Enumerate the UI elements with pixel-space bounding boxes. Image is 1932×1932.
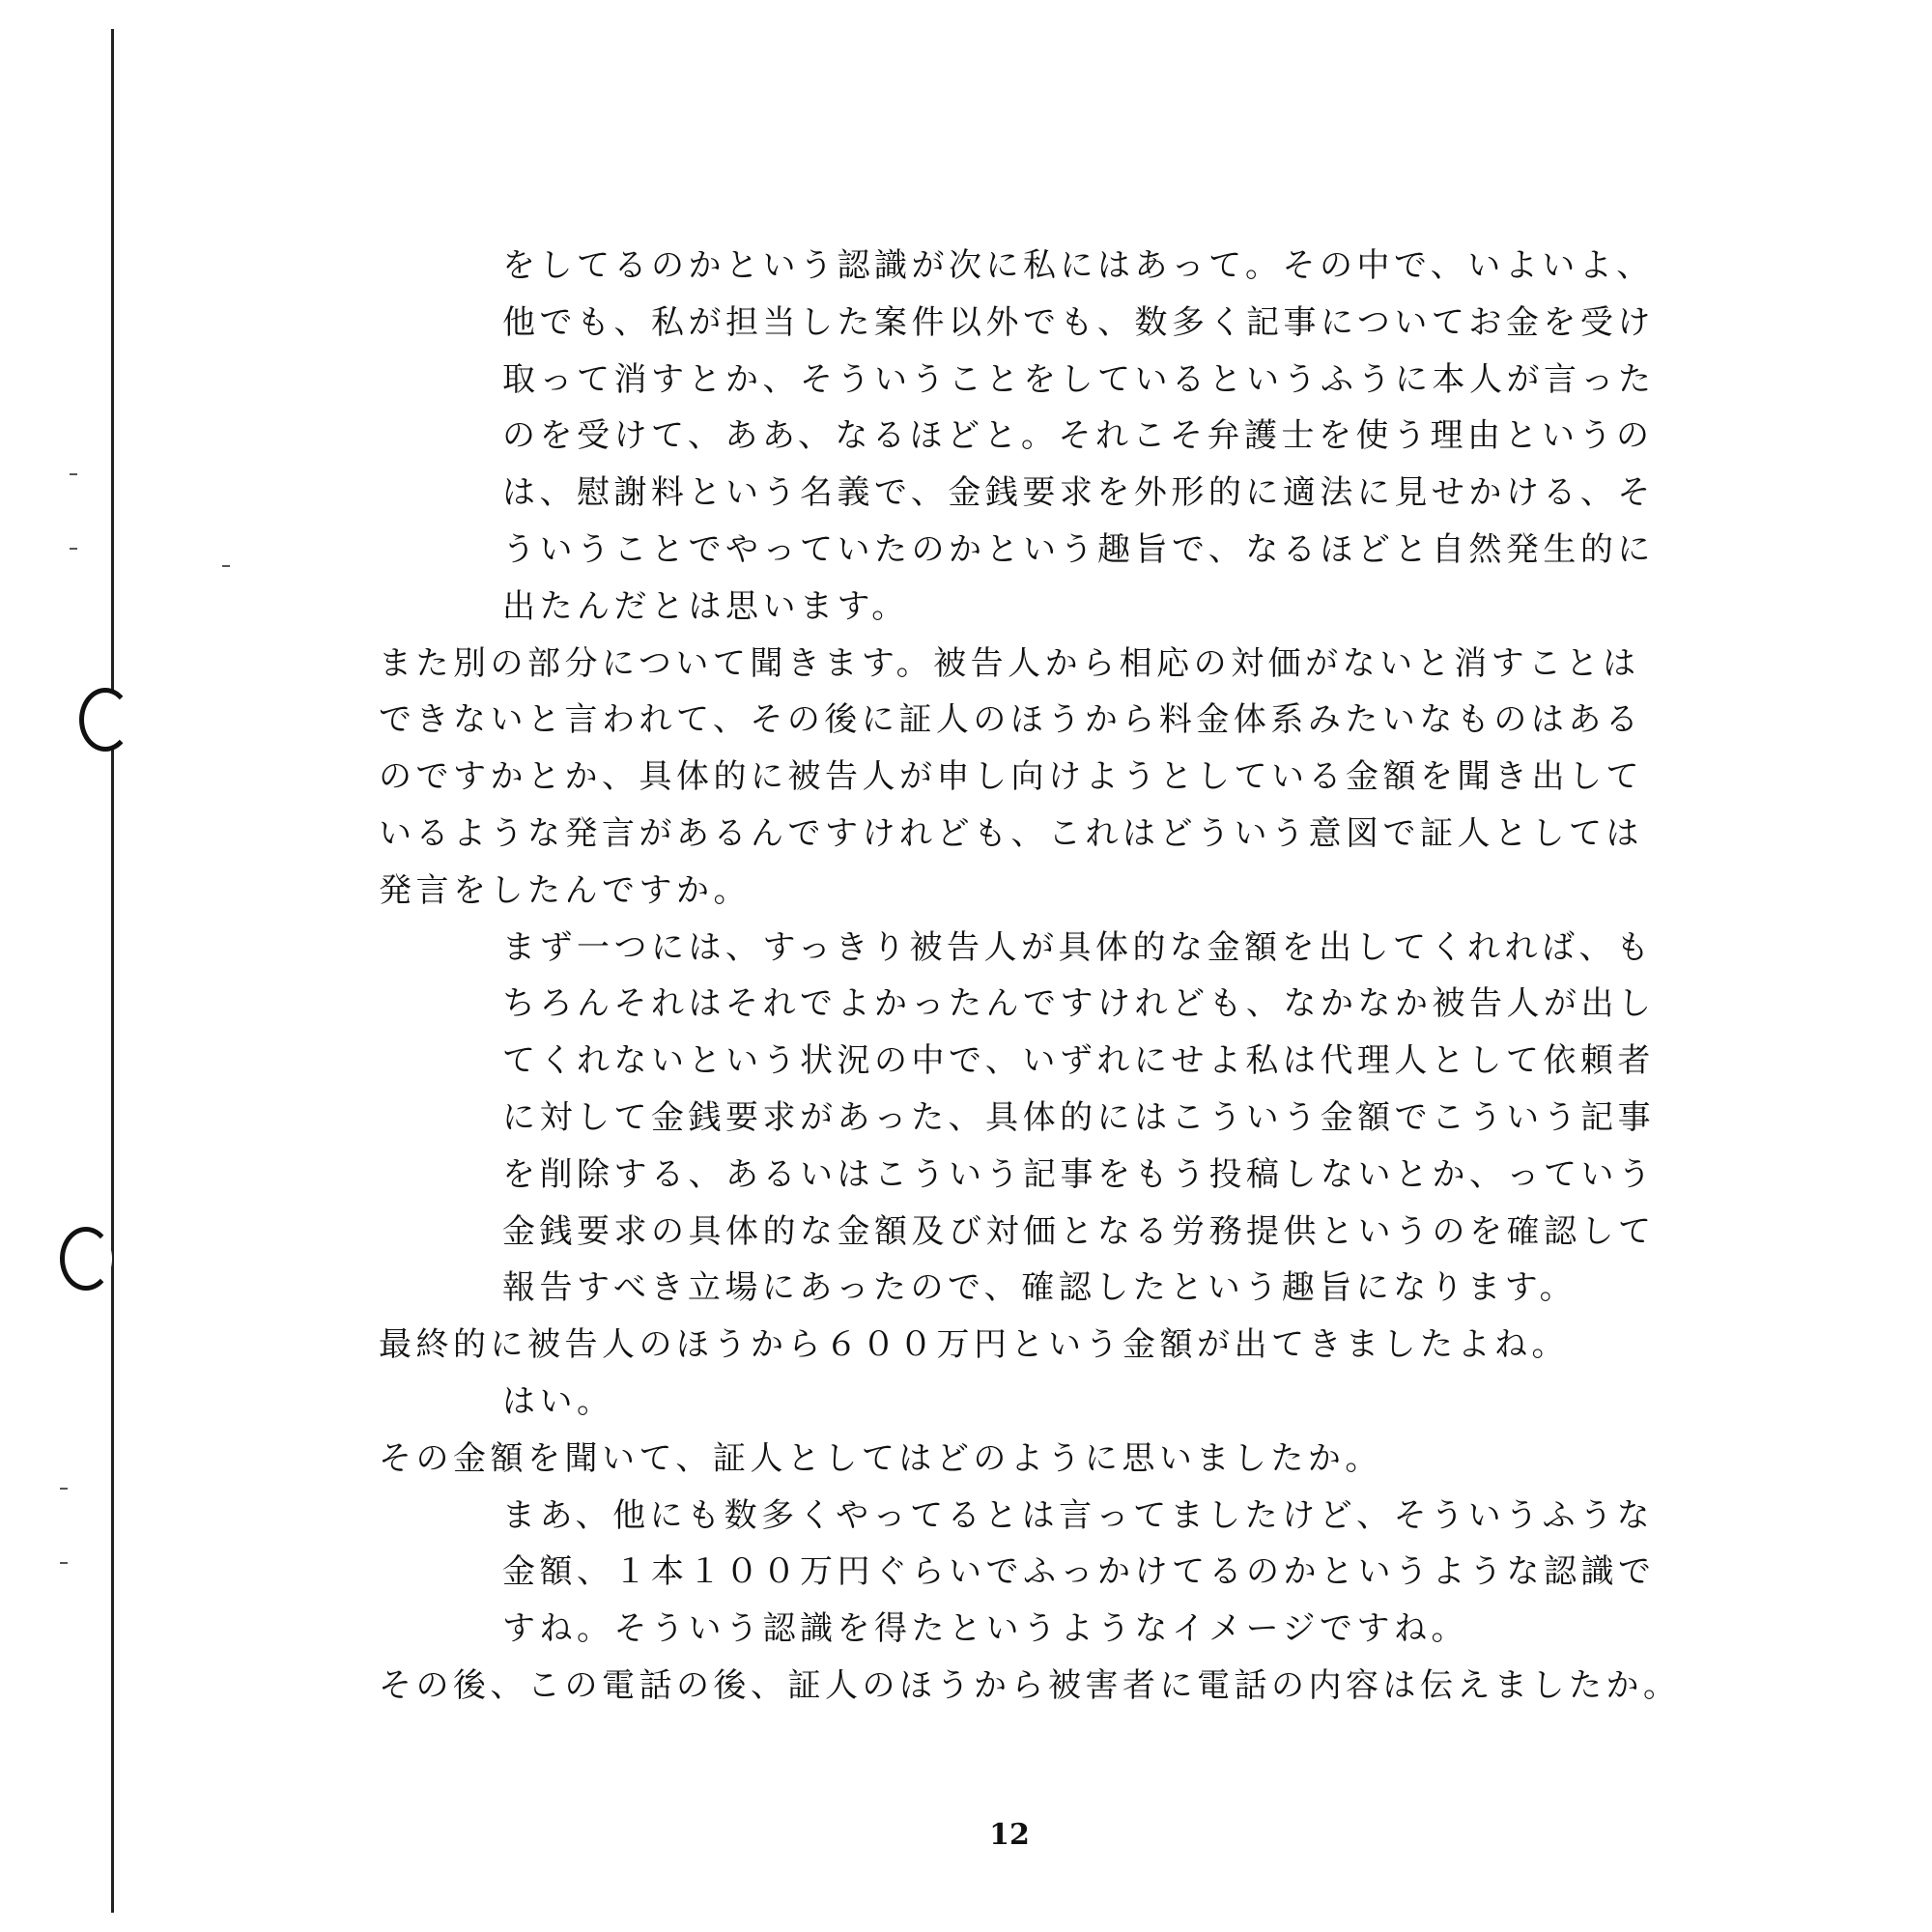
answer-line: てくれないという状況の中で、いずれにせよ私は代理人として依頼者 bbox=[502, 1041, 1655, 1081]
answer-line: まず一つには、すっきり被告人が具体的な金額を出してくれれば、も bbox=[502, 927, 1654, 967]
answer-line: まあ、他にも数多くやってるとは言ってましたけど、そういうふうな bbox=[502, 1495, 1655, 1535]
answer-line: 報告すべき立場にあったので、確認したという趣旨になります。 bbox=[502, 1268, 1577, 1308]
answer-line: ういうことでやっていたのかという趣旨で、なるほどと自然発生的に bbox=[502, 529, 1655, 569]
question-line: その金額を聞いて、証人としてはどのように思いましたか。 bbox=[379, 1438, 1382, 1478]
answer-line: は、慰謝料という名義で、金銭要求を外形的に適法に見せかける、そ bbox=[502, 473, 1655, 513]
question-line: 最終的に被告人のほうから６００万円という金額が出てきましたよね。 bbox=[379, 1325, 1569, 1365]
binding-line bbox=[111, 29, 114, 1913]
question-line: その後、この電話の後、証人のほうから被害者に電話の内容は伝えましたか。 bbox=[379, 1665, 1681, 1705]
margin-mark bbox=[70, 473, 77, 475]
binding-hole bbox=[79, 688, 131, 752]
margin-mark bbox=[60, 1488, 68, 1490]
binding-hole bbox=[60, 1227, 112, 1291]
question-line: できないと言われて、その後に証人のほうから料金体系みたいなものはある bbox=[379, 700, 1643, 740]
answer-line: ちろんそれはそれでよかったんですけれども、なかなか被告人が出し bbox=[502, 984, 1656, 1024]
page-number: 12 bbox=[989, 1818, 1030, 1852]
transcript-body bbox=[379, 238, 1770, 1715]
margin-mark bbox=[60, 1562, 68, 1564]
answer-line: はい。 bbox=[502, 1381, 614, 1421]
answer-line: 他でも、私が担当した案件以外でも、数多く記事についてお金を受け bbox=[502, 302, 1655, 342]
question-line: のですかとか、具体的に被告人が申し向けようとしている金額を聞き出して bbox=[379, 757, 1643, 797]
answer-line: 金銭要求の具体的な金額及び対価となる労務提供というのを確認して bbox=[502, 1211, 1656, 1251]
margin-mark bbox=[222, 565, 230, 567]
answer-line: を削除する、あるいはこういう記事をもう投稿しないとか、っていう bbox=[502, 1154, 1656, 1194]
question-line: また別の部分について聞きます。被告人から相応の対価がないと消すことは bbox=[379, 643, 1640, 683]
answer-line: をしてるのかという認識が次に私にはあって。その中で、いよいよ、 bbox=[502, 246, 1654, 285]
question-line: 発言をしたんですか。 bbox=[379, 870, 751, 910]
answer-line: 金額、１本１００万円ぐらいでふっかけてるのかというような認識で bbox=[502, 1552, 1656, 1592]
answer-line: 出たんだとは思います。 bbox=[502, 586, 909, 626]
question-line: いるような発言があるんですけれども、これはどういう意図で証人としては bbox=[379, 813, 1643, 853]
answer-line: のを受けて、ああ、なるほどと。それこそ弁護士を使う理由というの bbox=[502, 416, 1654, 456]
answer-line: すね。そういう認識を得たというようなイメージですね。 bbox=[502, 1609, 1468, 1649]
answer-line: に対して金銭要求があった、具体的にはこういう金額でこういう記事 bbox=[502, 1097, 1656, 1137]
answer-line: 取って消すとか、そういうことをしているというふうに本人が言った bbox=[502, 359, 1656, 399]
margin-mark bbox=[70, 548, 77, 550]
